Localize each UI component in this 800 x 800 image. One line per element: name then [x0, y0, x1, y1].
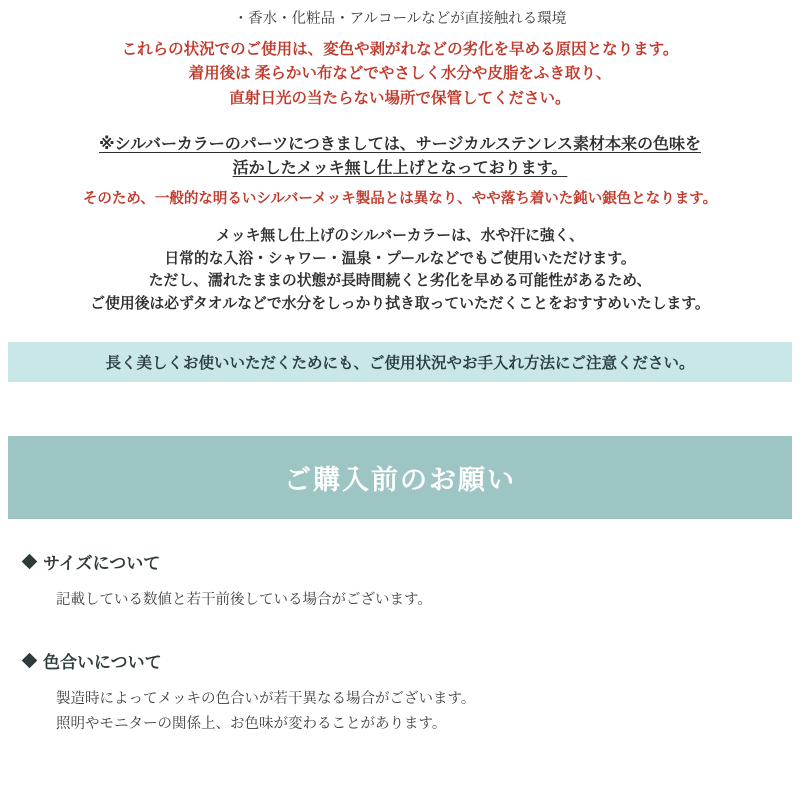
note-item-size: [24, 549, 776, 613]
care-notice-section: [0, 0, 800, 316]
before-purchase-notes: [0, 519, 800, 737]
note-body-color: [24, 687, 776, 738]
usage-line-4: ご使用後は必ずタオルなどで水分をしっかり拭き取っていただくことをおすすめいたします。: [90, 296, 710, 313]
spacer: [12, 111, 788, 133]
note-head-color: [24, 648, 776, 673]
care-warning-line-3: 直射日光の当たらない場所で保管してください。: [229, 89, 571, 107]
silver-note-warning: そのため、一般的な明るいシルバーメッキ製品とは異なり、やや落ち着いた鈍い銀色となります。: [82, 191, 718, 208]
note-item-color: [24, 648, 776, 738]
silver-note-line-2: 活かしたメッキ無し仕上げとなっております。: [232, 160, 568, 178]
note-head-size: [24, 549, 776, 574]
spacer: [12, 211, 788, 225]
usage-line-3: ただし、濡れたままの状態が長時間続くと劣化を早める可能性があるため、: [148, 273, 652, 290]
usage-line-2: 日常的な入浴・シャワー・温泉・プールなどでもご使用いただけます。: [164, 250, 636, 267]
care-environment-bullet: ・香水・化粧品・アルコールなどが直接触れる環境: [233, 11, 567, 27]
note-body-size-line-1: 記載している数値と若干前後している場合がございます。: [56, 592, 432, 609]
silver-note-line-1: ※シルバーカラーのパーツにつきましては、サージカルステンレス素材本来の色味を: [99, 135, 701, 153]
note-body-size: [24, 588, 776, 613]
before-purchase-banner: ご購入前のお願い: [8, 436, 792, 519]
note-title-color: 色合いについて: [43, 652, 162, 672]
note-body-color-line-1: 製造時によってメッキの色合いが若干異なる場合がございます。: [56, 690, 476, 707]
care-warning-line-2: 着用後は 柔らかい布などでやさしく水分や皮脂をふき取り、: [188, 65, 612, 83]
usage-line-1: メッキ無し仕上げのシルバーカラーは、水や汗に強く、: [216, 227, 584, 244]
note-title-size: サイズについて: [43, 554, 161, 574]
note-body-color-line-2: 照明やモニターの関係上、お色味が変わることがあります。: [56, 716, 447, 733]
care-warning-line-1: これらの状況でのご使用は、変色や剥がれなどの劣化を早める原因となります。: [121, 41, 679, 59]
diamond-bullet-icon: [22, 554, 38, 570]
care-highlight-bar: 長く美しくお使いいただくためにも、ご使用状況やお手入れ方法にご注意ください。: [8, 342, 792, 382]
diamond-bullet-icon: [22, 652, 38, 668]
